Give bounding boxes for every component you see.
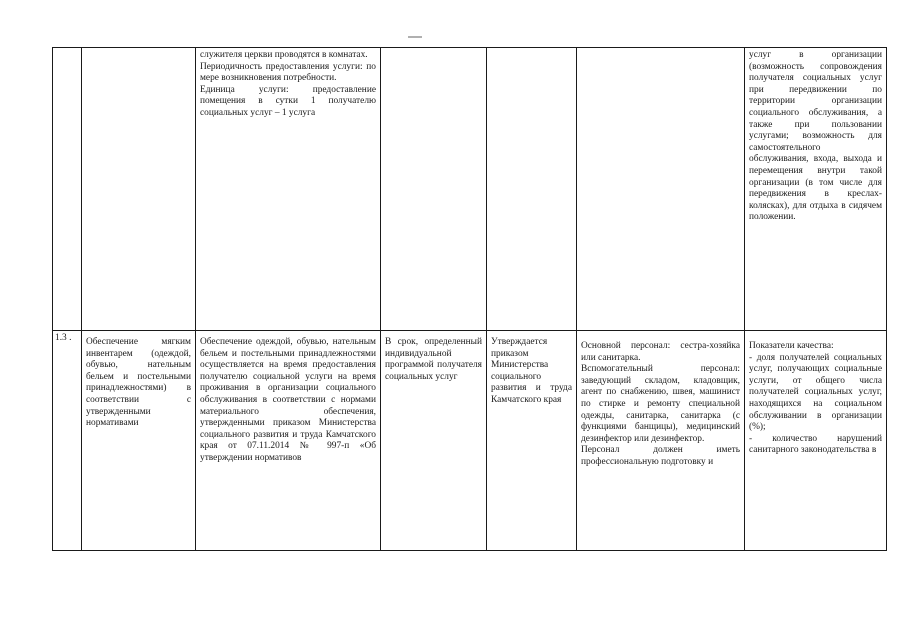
cell-service-name	[82, 331, 196, 551]
cell-term	[381, 331, 487, 551]
quality-text: услуг в организации (возможность сопровождения получателя социальных услуг при передвижении по территории организации социального обслуживания, а также при пользовании услугами; возможность для самостоятельного обслуживания, входа, выхода и перемещения внутри такой организации (в том числе для передвижения в креслах-колясках), для отдыха в сидячем положении.	[749, 50, 882, 223]
table-row-continued	[53, 48, 887, 331]
cell-quality	[745, 48, 887, 331]
quality-item: - доля получателей социальных услуг, получающих социальные услуги, от общего числа получателей социальных услуг, находящихся на социальном обслуживании в организации (%);	[749, 352, 882, 433]
staff-paragraph: Персонал должен иметь профессиональную подготовку и	[581, 445, 740, 467]
description-paragraph: Периодичность предоставления услуги: по мере возникновения потребности.	[200, 61, 376, 84]
cell-tariff	[487, 48, 577, 331]
description-paragraph: служителя церкви проводятся в комнатах.	[200, 50, 368, 60]
tariff-text: Утверждается приказом Министерства социального развития и труда Камчатского края	[491, 337, 572, 405]
description-text: Обеспечение одеждой, обувью, нательным бельем и постельными принадлежностями осуществляется на время предоставления получателю социальной услуги на время проживания в организации социального обслуживания в соответствии с нормами материального обеспечения, утвержденными приказом Министерства социального развития и труда Камчатского края от 07.11.2014 № 997-п «Об утверждении нормативов	[200, 337, 376, 463]
quality-item: - количество нарушений санитарного законодательства в	[749, 433, 882, 456]
services-table	[52, 47, 887, 551]
cell-description	[196, 331, 381, 551]
service-name: Обеспечение мягким инвентарем (одеждой, обувью, нательным бельем и постельными принадлежностями) в соответствии с утвержденными нормативами	[86, 337, 191, 429]
term-text: В срок, определенный индивидуальной программой получателя социальных услуг	[385, 337, 482, 382]
staff-paragraph: Вспомогательный персонал: заведующий складом, кладовщик, агент по снабжению, швея, машинист по стирке и ремонту специальной одежды, санитарка, санитарка (с функциями банщицы), медицинский дезинфектор или дезинфектор.	[581, 364, 740, 444]
cell-tariff	[487, 331, 577, 551]
cell-staff	[577, 48, 745, 331]
staff-paragraph: Основной персонал: сестра-хозяйка или санитарка.	[581, 341, 740, 363]
table-row-1-3	[53, 331, 887, 551]
description-paragraph: Единица услуги: предоставление помещения в сутки 1 получателю социальных услуг – 1 услуга	[200, 84, 376, 118]
cell-number	[53, 331, 82, 551]
cell-quality	[745, 331, 887, 551]
cell-number	[53, 48, 82, 331]
quality-heading: Показатели качества:	[749, 341, 834, 351]
cell-staff	[577, 331, 745, 551]
cell-service-name	[82, 48, 196, 331]
row-number: 1.3 .	[55, 333, 72, 343]
cell-description	[196, 48, 381, 331]
cell-term	[381, 48, 487, 331]
page-mark	[408, 36, 422, 38]
